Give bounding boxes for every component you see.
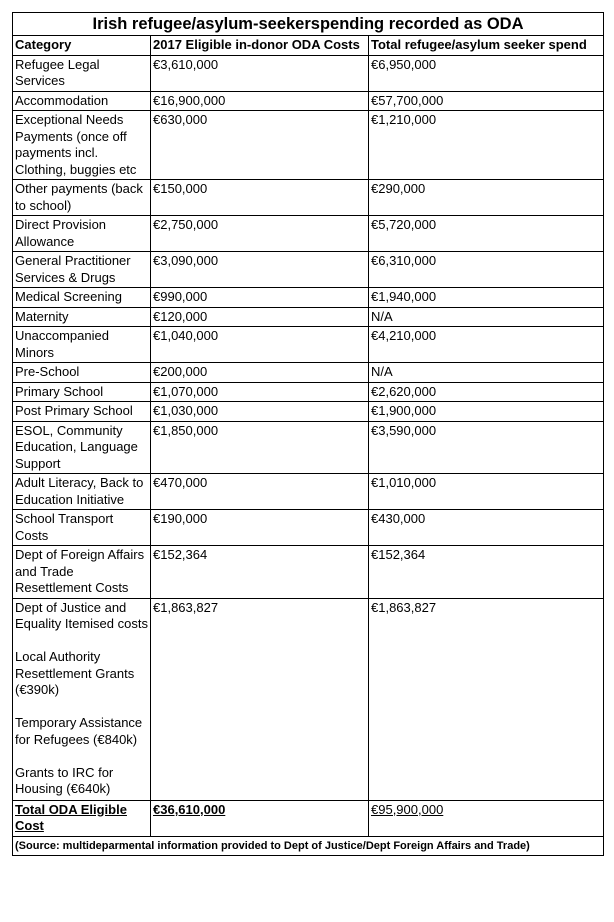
row-category: Dept of Foreign Affairs and Trade Resettlement Costs (13, 546, 151, 599)
spacer (15, 748, 148, 765)
total-row (13, 800, 604, 836)
justice-sub-item: Temporary Assistance for Refugees (€840k) (15, 715, 143, 747)
row-oda-cost: €2,750,000 (151, 216, 369, 252)
oda-spending-table-sheet (12, 12, 603, 856)
row-category: Exceptional Needs Payments (once off payments incl. Clothing, buggies etc (13, 111, 151, 180)
row-category: Direct Provision Allowance (13, 216, 151, 252)
source-row (13, 836, 604, 855)
row-category: Unaccompanied Minors (13, 327, 151, 363)
row-total-spend: €4,210,000 (369, 327, 604, 363)
table-row (13, 180, 604, 216)
justice-sub-item: Local Authority Resettlement Grants (€390k) (15, 649, 135, 697)
row-total-spend: N/A (369, 363, 604, 383)
justice-sub-item: Grants to IRC for Housing (€640k) (15, 764, 114, 796)
table-row (13, 307, 604, 327)
row-total-spend: €152,364 (369, 546, 604, 599)
header-row (13, 36, 604, 56)
row-oda-cost: €120,000 (151, 307, 369, 327)
row-total-spend: €430,000 (369, 510, 604, 546)
row-oda-cost: €990,000 (151, 288, 369, 308)
row-oda-cost: €1,850,000 (151, 421, 369, 474)
row-total-spend: €2,620,000 (369, 382, 604, 402)
header-total-spend: Total refugee/asylum seeker spend (369, 36, 604, 56)
row-category: School Transport Costs (13, 510, 151, 546)
row-oda-cost: €190,000 (151, 510, 369, 546)
title-row (13, 13, 604, 36)
row-category: Adult Literacy, Back to Education Initiative (13, 474, 151, 510)
total-label: Total ODA Eligible Cost (13, 800, 151, 836)
table-row (13, 327, 604, 363)
row-oda-cost: €152,364 (151, 546, 369, 599)
row-oda-cost: €470,000 (151, 474, 369, 510)
table-row (13, 55, 604, 91)
row-category: Primary School (13, 382, 151, 402)
table-row (13, 546, 604, 599)
justice-total-spend: €1,863,827 (369, 598, 604, 800)
total-spend: €95,900,000 (369, 800, 604, 836)
row-oda-cost: €1,070,000 (151, 382, 369, 402)
row-category: Accommodation (13, 91, 151, 111)
table-row (13, 288, 604, 308)
oda-spending-table (12, 12, 604, 856)
row-oda-cost: €1,040,000 (151, 327, 369, 363)
row-total-spend: €6,950,000 (369, 55, 604, 91)
table-row (13, 252, 604, 288)
table-row (13, 474, 604, 510)
justice-row (13, 598, 604, 800)
row-total-spend: €1,210,000 (369, 111, 604, 180)
table-row (13, 363, 604, 383)
justice-category: Dept of Justice and Equality Itemised costs (15, 599, 148, 631)
row-total-spend: €290,000 (369, 180, 604, 216)
header-oda-costs: 2017 Eligible in-donor ODA Costs (151, 36, 369, 56)
spacer (15, 633, 148, 650)
table-title: Irish refugee/asylum-seekerspending recorded as ODA (13, 13, 604, 36)
row-total-spend: €6,310,000 (369, 252, 604, 288)
row-oda-cost: €150,000 (151, 180, 369, 216)
row-category: General Practitioner Services & Drugs (13, 252, 151, 288)
row-oda-cost: €200,000 (151, 363, 369, 383)
row-oda-cost: €1,030,000 (151, 402, 369, 422)
row-oda-cost: €3,610,000 (151, 55, 369, 91)
row-total-spend: €5,720,000 (369, 216, 604, 252)
table-row (13, 421, 604, 474)
row-total-spend: N/A (369, 307, 604, 327)
row-total-spend: €1,900,000 (369, 402, 604, 422)
row-category: ESOL, Community Education, Language Support (13, 421, 151, 474)
table-row (13, 216, 604, 252)
row-oda-cost: €3,090,000 (151, 252, 369, 288)
justice-oda-cost: €1,863,827 (151, 598, 369, 800)
total-oda-cost: €36,610,000 (151, 800, 369, 836)
row-category: Maternity (13, 307, 151, 327)
row-total-spend: €57,700,000 (369, 91, 604, 111)
row-category: Refugee Legal Services (13, 55, 151, 91)
table-row (13, 402, 604, 422)
row-oda-cost: €630,000 (151, 111, 369, 180)
source-note: (Source: multideparmental information provided to Dept of Justice/Dept Foreign Affairs and Trade) (13, 836, 604, 855)
row-total-spend: €1,010,000 (369, 474, 604, 510)
row-category: Post Primary School (13, 402, 151, 422)
row-oda-cost: €16,900,000 (151, 91, 369, 111)
row-total-spend: €3,590,000 (369, 421, 604, 474)
table-row (13, 91, 604, 111)
table-row (13, 111, 604, 180)
row-category: Other payments (back to school) (13, 180, 151, 216)
table-row (13, 382, 604, 402)
spacer (15, 699, 148, 716)
header-category: Category (13, 36, 151, 56)
justice-category-cell (13, 598, 151, 800)
row-category: Medical Screening (13, 288, 151, 308)
row-total-spend: €1,940,000 (369, 288, 604, 308)
row-category: Pre-School (13, 363, 151, 383)
table-row (13, 510, 604, 546)
